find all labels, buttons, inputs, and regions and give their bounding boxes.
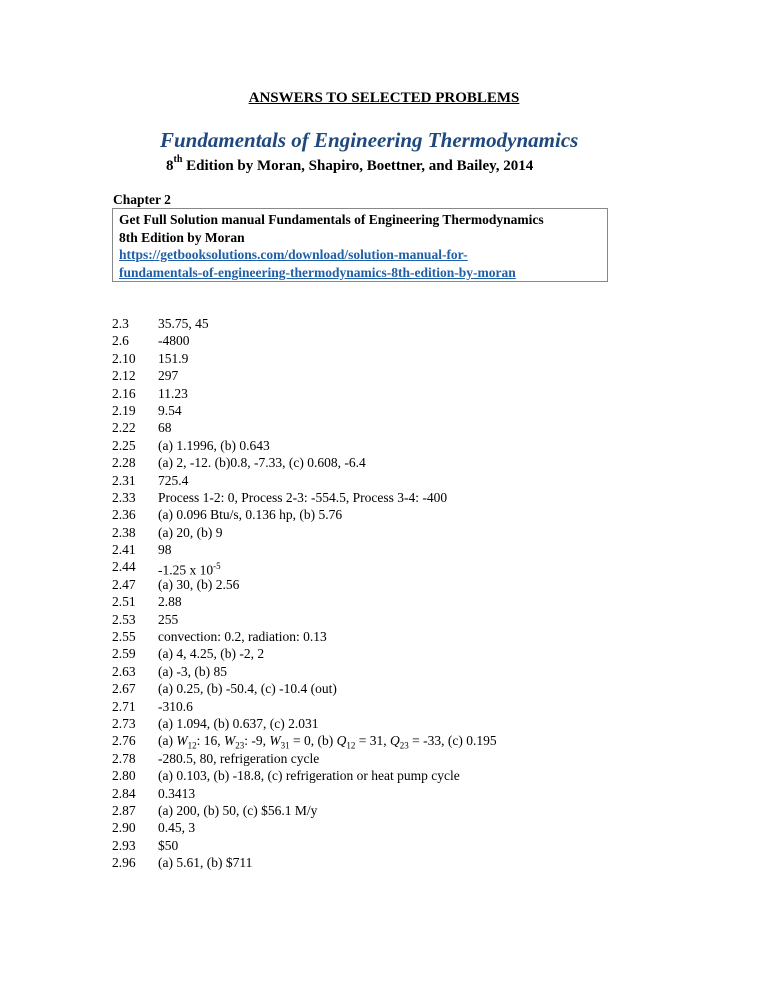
problem-number: 2.63: [112, 663, 136, 679]
problem-number: 2.67: [112, 681, 136, 697]
problem-number: 2.90: [112, 820, 136, 836]
problem-number: 2.44: [112, 559, 136, 575]
problem-number: 2.84: [112, 785, 136, 801]
answer-value: (a) 1.094, (b) 0.637, (c) 2.031: [158, 715, 319, 731]
problem-number: 2.38: [112, 524, 136, 540]
answer-value: (a) 20, (b) 9: [158, 524, 223, 540]
edition-suffix: th: [173, 154, 183, 165]
problem-number: 2.6: [112, 333, 129, 349]
answer-value: 98: [158, 542, 172, 558]
problem-number: 2.71: [112, 698, 136, 714]
problem-number: 2.87: [112, 802, 136, 818]
problem-number: 2.55: [112, 629, 136, 645]
problem-number: 2.25: [112, 437, 136, 453]
problem-number: 2.53: [112, 611, 136, 627]
answer-value: 9.54: [158, 402, 182, 418]
page-heading: ANSWERS TO SELECTED PROBLEMS: [248, 90, 520, 106]
answer-value: (a) 5.61, (b) $711: [158, 855, 253, 871]
answer-value: -1.25 x $10^{-5}$: [158, 561, 221, 578]
problem-number: 2.33: [112, 489, 136, 505]
problem-number: 2.10: [112, 350, 136, 366]
answer-value: $50: [158, 837, 179, 853]
answer-value: (a) 0.103, (b) -18.8, (c) refrigeration or heat pump cycle: [158, 768, 460, 784]
answer-value: 255: [158, 611, 179, 627]
answer-value: convection: 0.2, radiation: 0.13: [158, 629, 327, 645]
problem-number: 2.12: [112, 368, 136, 384]
answer-value: 0.45, 3: [158, 820, 196, 836]
problem-number: 2.31: [112, 472, 136, 488]
answer-value: (a) 1.1996, (b) 0.643: [158, 437, 270, 453]
answer-value: 2.88: [158, 594, 182, 610]
answer-value: 0.3413: [158, 785, 196, 801]
problem-number: 2.76: [112, 733, 136, 749]
answer-value: (a) 0.096 Btu/s, 0.136 hp, (b) 5.76: [158, 507, 343, 523]
answer-value: 297: [158, 368, 179, 384]
problem-number: 2.28: [112, 455, 136, 471]
answer-value: 35.75, 45: [158, 316, 209, 331]
problem-number: 2.80: [112, 768, 136, 784]
promo-line-2: 8th Edition by Moran: [119, 229, 245, 245]
problem-number: 2.78: [112, 750, 136, 766]
answer-value: (a) 0.25, (b) -50.4, (c) -10.4 (out): [158, 681, 337, 697]
answer-value: (a) 200, (b) 50, (c) $56.1 M/y: [158, 802, 318, 818]
problem-number: 2.93: [112, 837, 136, 853]
problem-number: 2.59: [112, 646, 136, 662]
problem-number: 2.22: [112, 420, 136, 436]
answer-value: -280.5, 80, refrigeration cycle: [158, 750, 320, 766]
answer-value: (a) 4, 4.25, (b) -2, 2: [158, 646, 265, 662]
chapter-label: Chapter 2: [113, 192, 171, 207]
edition-number: 8: [166, 158, 174, 174]
answer-value: (a) 30, (b) 2.56: [158, 576, 240, 592]
answer-value: 68: [158, 420, 172, 436]
answer-value: (a) -3, (b) 85: [158, 663, 227, 679]
promo-line-1: Get Full Solution manual Fundamentals of Engineering Thermodynamics: [119, 212, 544, 227]
edition-text: Edition by Moran, Shapiro, Boettner, and Bailey, 2014: [182, 158, 534, 174]
answer-value: (a) 2, -12. (b)0.8, -7.33, (c) 0.608, -6.4: [158, 455, 366, 471]
problem-number: 2.36: [112, 507, 136, 523]
answer-value: -310.6: [158, 698, 193, 714]
answer-value: (a) $W_{12}$: 16, $W_{23}$: -9, $W_{31} = 0$, (b) $Q_{12} = 31$, $Q_{23} = -33$, (c) 0.195: [158, 733, 497, 752]
problem-number: 2.96: [112, 855, 136, 871]
answer-value: 725.4: [158, 472, 189, 488]
problem-number: 2.73: [112, 715, 136, 731]
problem-number: 2.51: [112, 594, 136, 610]
edition-line: [166, 154, 534, 175]
problem-number: 2.19: [112, 402, 136, 418]
problem-number: 2.16: [112, 385, 136, 401]
problem-number: 2.47: [112, 576, 136, 592]
answer-value: 151.9: [158, 350, 189, 366]
answer-value: Process 1-2: 0, Process 2-3: -554.5, Process 3-4: -400: [158, 489, 448, 505]
promo-link-part-1[interactable]: https://getbooksolutions.com/download/solution-manual-for-: [119, 247, 468, 262]
promo-box: [112, 208, 608, 282]
answer-value: -4800: [158, 333, 190, 349]
problem-number: 2.41: [112, 542, 136, 558]
problem-number: 2.3: [112, 316, 129, 331]
promo-link-part-2[interactable]: fundamentals-of-engineering-thermodynamics-8th-edition-by-moran: [119, 264, 516, 280]
answer-value: 11.23: [158, 385, 188, 401]
book-title: Fundamentals of Engineering Thermodynamics: [160, 128, 579, 152]
